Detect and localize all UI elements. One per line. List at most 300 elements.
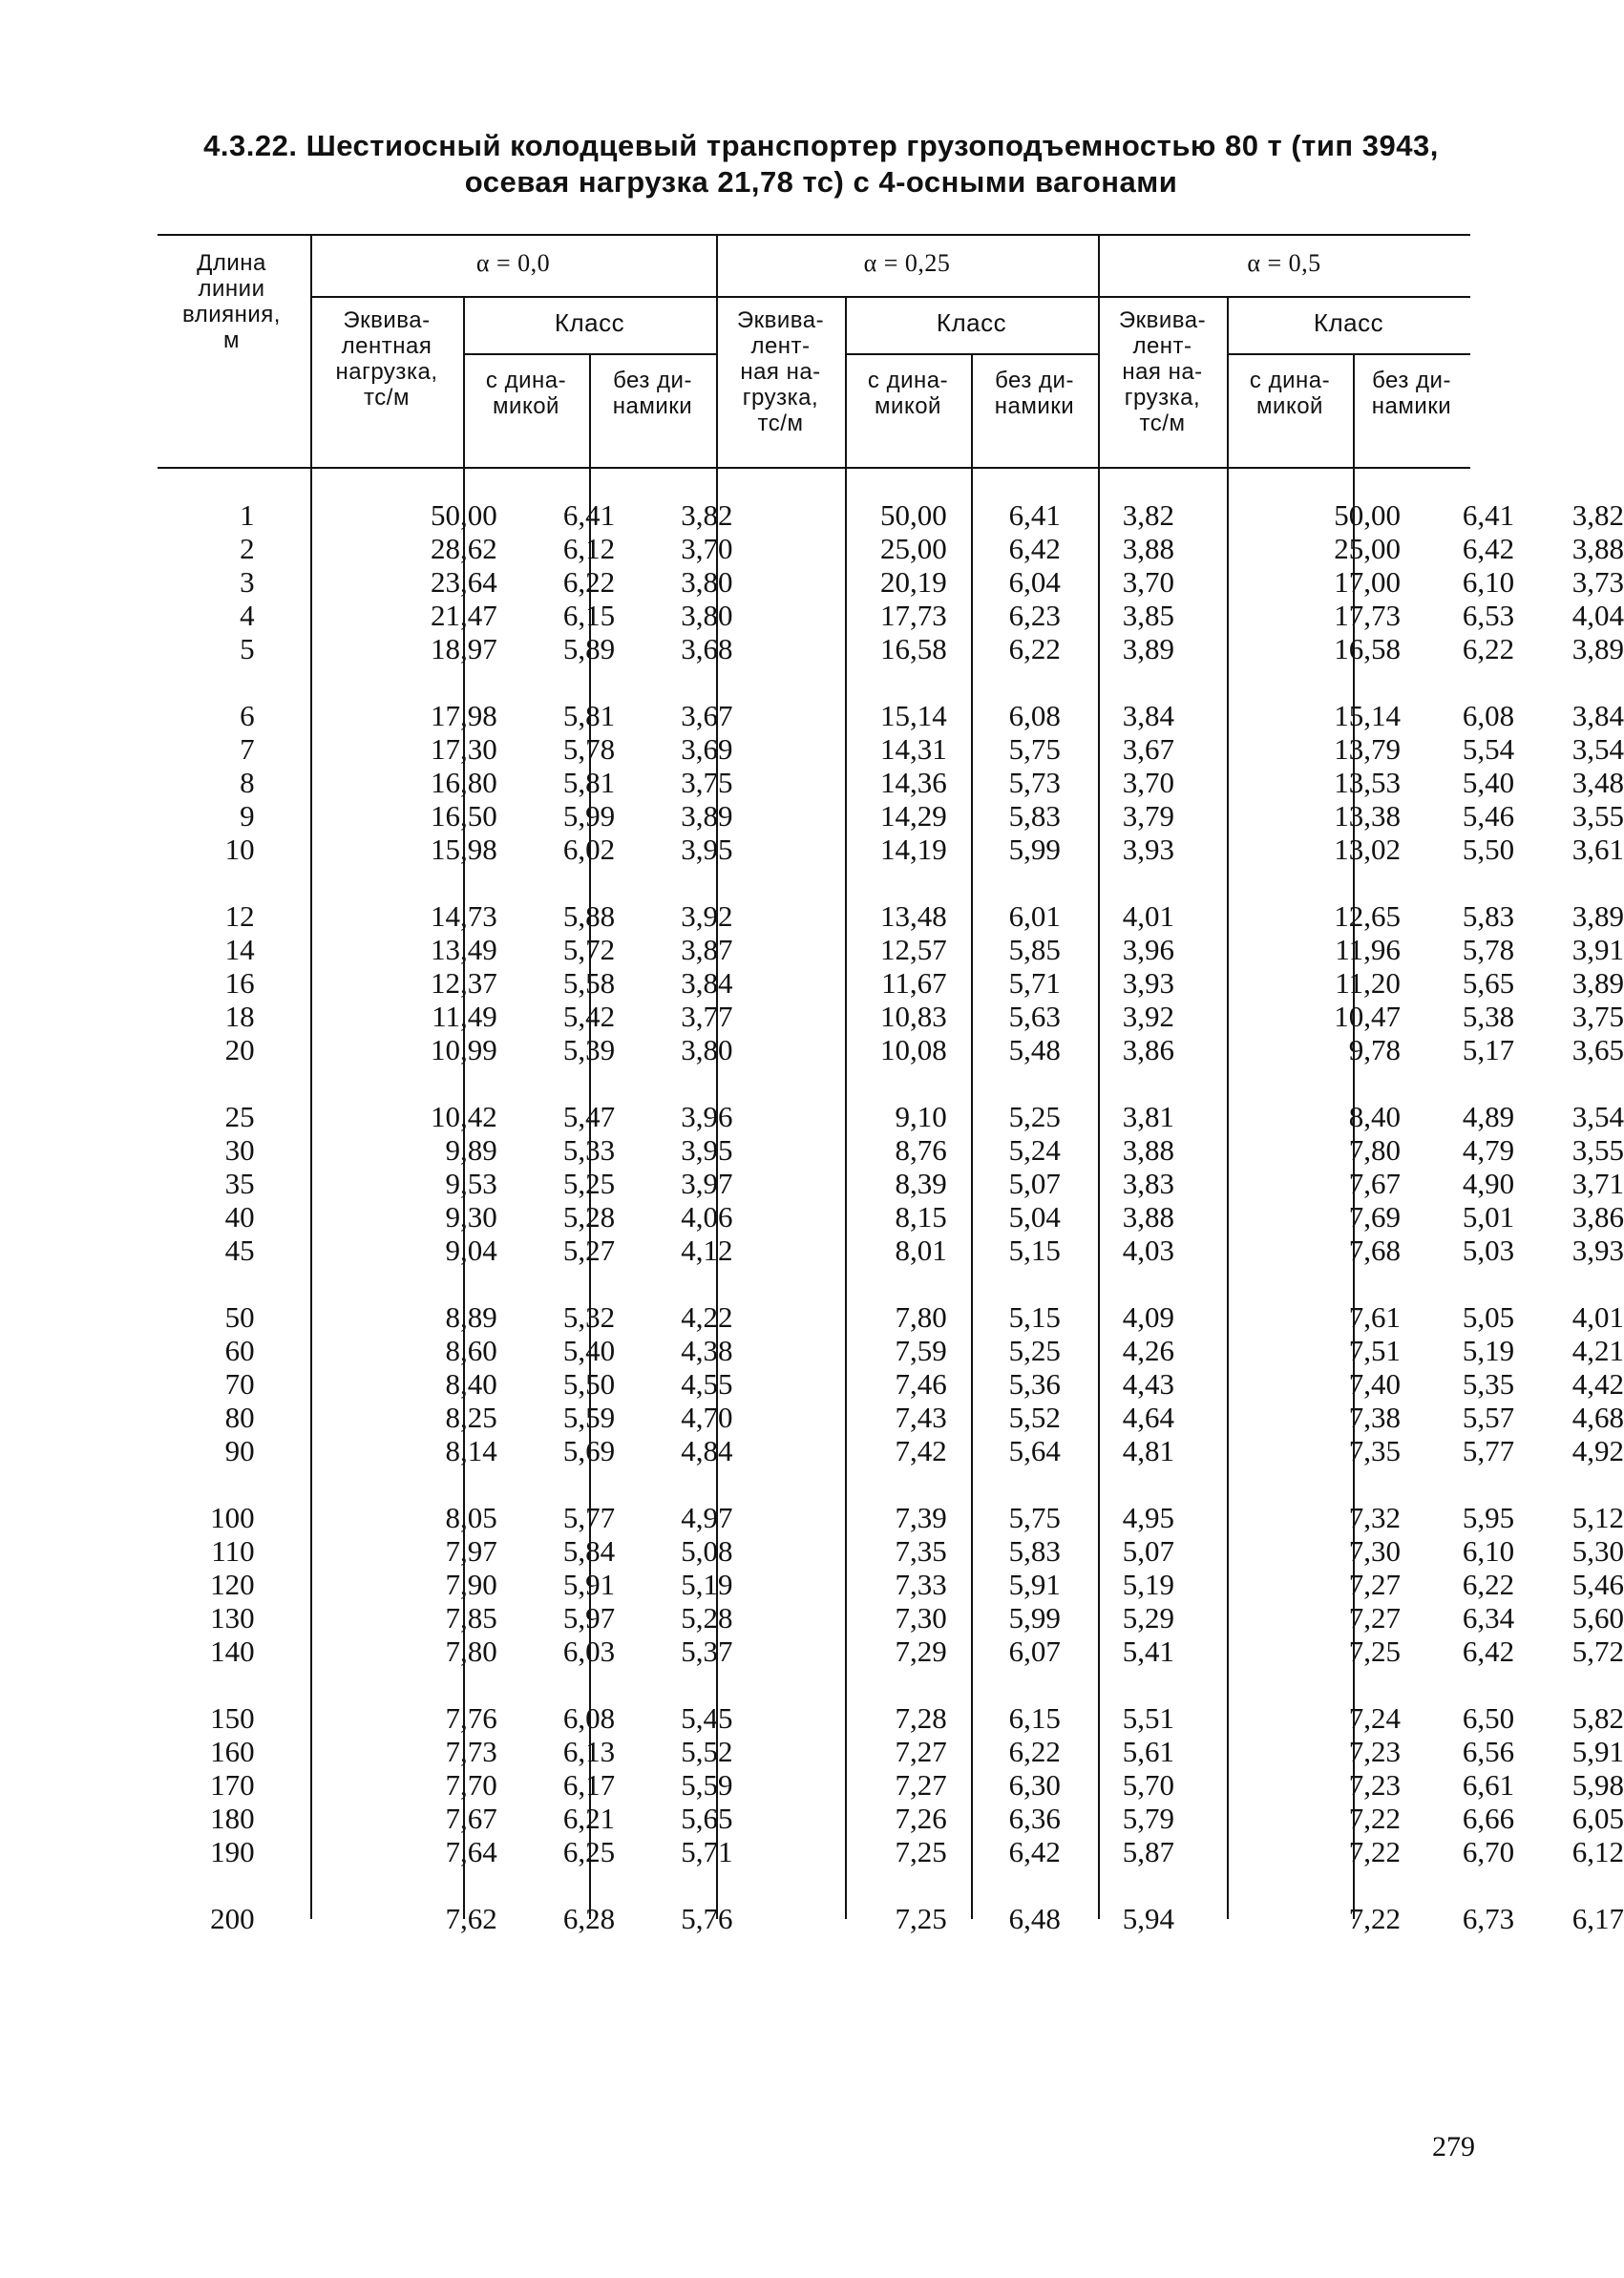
- value-cell: 12,57: [879, 933, 947, 966]
- length-cell: 25: [224, 1100, 255, 1133]
- value-cell: 8,01: [895, 1234, 947, 1267]
- value-cell: 15,14: [879, 699, 947, 732]
- value-cell: 9,53: [445, 1167, 497, 1200]
- value-cell: 5,72: [562, 933, 616, 966]
- value-cell: 7,64: [445, 1835, 497, 1868]
- value-cell: 4,38: [681, 1334, 733, 1367]
- group-spacer: [162, 1467, 1624, 1501]
- value-cell: 3,96: [681, 1100, 733, 1133]
- header-bottom-rule: [158, 467, 1470, 469]
- value-cell: 5,99: [1008, 1601, 1061, 1635]
- length-cell: 20: [224, 1033, 255, 1066]
- value-cell: 5,77: [1462, 1434, 1515, 1467]
- value-cell: 13,53: [1334, 766, 1401, 799]
- table-title: [153, 128, 1489, 200]
- value-cell: 5,60: [1571, 1601, 1624, 1635]
- value-cell: 13,48: [879, 899, 947, 933]
- value-cell: 3,75: [681, 766, 733, 799]
- value-cell: 3,84: [1571, 699, 1624, 732]
- table-row: [162, 1367, 1624, 1401]
- value-cell: 5,81: [562, 699, 616, 732]
- header-equiv-3: Эквива- лент- ная на- грузка, тс/м: [1118, 307, 1207, 436]
- table-row: [162, 1501, 1624, 1534]
- length-cell: 14: [224, 933, 255, 966]
- length-cell: 4: [240, 599, 255, 632]
- length-cell: 8: [240, 766, 255, 799]
- length-cell: 130: [210, 1601, 255, 1635]
- value-cell: 7,80: [445, 1635, 497, 1668]
- value-cell: 4,95: [1122, 1501, 1174, 1534]
- length-cell: 90: [224, 1434, 255, 1467]
- value-cell: 6,61: [1462, 1768, 1515, 1802]
- value-cell: 4,21: [1571, 1334, 1624, 1367]
- value-cell: 7,76: [445, 1701, 497, 1735]
- value-cell: 6,23: [1008, 599, 1061, 632]
- value-cell: 7,27: [895, 1768, 947, 1802]
- value-cell: 25,00: [879, 532, 947, 565]
- value-cell: 4,43: [1122, 1367, 1174, 1401]
- header-class-1: Класс: [554, 308, 625, 337]
- value-cell: 7,69: [1348, 1200, 1401, 1234]
- value-cell: 3,80: [681, 565, 733, 599]
- value-cell: 5,12: [1571, 1501, 1624, 1534]
- header-class-3: Класс: [1313, 308, 1384, 337]
- length-cell: 170: [210, 1768, 255, 1802]
- table-row: [162, 1234, 1624, 1267]
- value-cell: 13,49: [430, 933, 497, 966]
- length-cell: 120: [210, 1568, 255, 1601]
- value-cell: 6,41: [562, 498, 616, 532]
- table-row: [162, 1568, 1624, 1601]
- value-cell: 3,54: [1571, 1100, 1624, 1133]
- table-row: [162, 632, 1624, 665]
- table-row: [162, 699, 1624, 732]
- value-cell: 5,42: [562, 1000, 616, 1033]
- value-cell: 28,62: [430, 532, 497, 565]
- value-cell: 5,17: [1462, 1033, 1515, 1066]
- value-cell: 7,22: [1348, 1802, 1401, 1835]
- value-cell: 7,43: [895, 1401, 947, 1434]
- value-cell: 3,77: [681, 1000, 733, 1033]
- value-cell: 4,09: [1122, 1300, 1174, 1334]
- value-cell: 7,39: [895, 1501, 947, 1534]
- group-spacer: [162, 665, 1624, 699]
- group-spacer: [162, 1868, 1624, 1902]
- value-cell: 5,75: [1008, 1501, 1061, 1534]
- table-row: [162, 1534, 1624, 1568]
- spacer-cell: [162, 866, 1624, 899]
- value-cell: 9,89: [445, 1133, 497, 1167]
- value-cell: 5,71: [1008, 966, 1061, 1000]
- value-cell: 7,23: [1348, 1735, 1401, 1768]
- value-cell: 3,91: [1571, 933, 1624, 966]
- value-cell: 4,90: [1462, 1167, 1515, 1200]
- value-cell: 6,48: [1008, 1902, 1061, 1935]
- value-cell: 6,25: [562, 1835, 616, 1868]
- value-cell: 7,51: [1348, 1334, 1401, 1367]
- value-cell: 20,19: [879, 565, 947, 599]
- table-row: [162, 1100, 1624, 1133]
- value-cell: 5,65: [1462, 966, 1515, 1000]
- value-cell: 5,46: [1571, 1568, 1624, 1601]
- value-cell: 7,30: [895, 1601, 947, 1635]
- value-cell: 6,08: [1462, 699, 1515, 732]
- value-cell: 5,59: [562, 1401, 616, 1434]
- value-cell: 4,89: [1462, 1100, 1515, 1133]
- value-cell: 6,01: [1008, 899, 1061, 933]
- length-cell: 80: [224, 1401, 255, 1434]
- value-cell: 5,07: [1008, 1167, 1061, 1200]
- table-row: [162, 1167, 1624, 1200]
- value-cell: 6,30: [1008, 1768, 1061, 1802]
- value-cell: 3,82: [681, 498, 733, 532]
- value-cell: 11,96: [1335, 933, 1401, 966]
- value-cell: 5,97: [562, 1601, 616, 1635]
- value-cell: 3,48: [1571, 766, 1624, 799]
- value-cell: 5,28: [681, 1601, 733, 1635]
- value-cell: 13,38: [1334, 799, 1401, 833]
- value-cell: 4,79: [1462, 1133, 1515, 1167]
- value-cell: 3,68: [681, 632, 733, 665]
- value-cell: 3,84: [1122, 699, 1174, 732]
- spacer-cell: [162, 1066, 1624, 1100]
- value-cell: 8,40: [445, 1367, 497, 1401]
- value-cell: 3,88: [1122, 1133, 1174, 1167]
- table-body: [162, 498, 1624, 1935]
- value-cell: 6,22: [562, 565, 616, 599]
- header-alpha-025: α = 0,25: [863, 249, 951, 277]
- value-cell: 7,67: [445, 1802, 497, 1835]
- length-cell: 140: [210, 1635, 255, 1668]
- length-cell: 50: [224, 1300, 255, 1334]
- value-cell: 4,55: [681, 1367, 733, 1401]
- value-cell: 6,22: [1462, 632, 1515, 665]
- value-cell: 5,40: [562, 1334, 616, 1367]
- value-cell: 16,80: [430, 766, 497, 799]
- value-cell: 5,40: [1462, 766, 1515, 799]
- table-row: [162, 1902, 1624, 1935]
- header-with-dynamics-1: с дина- микой: [485, 368, 567, 419]
- value-cell: 5,76: [681, 1902, 733, 1935]
- value-cell: 5,61: [1122, 1735, 1174, 1768]
- length-cell: 1: [240, 498, 255, 532]
- value-cell: 13,02: [1334, 833, 1401, 866]
- value-cell: 5,24: [1008, 1133, 1061, 1167]
- value-cell: 6,28: [562, 1902, 616, 1935]
- value-cell: 8,76: [895, 1133, 947, 1167]
- value-cell: 5,83: [1008, 1534, 1061, 1568]
- value-cell: 3,85: [1122, 599, 1174, 632]
- value-cell: 5,89: [562, 632, 616, 665]
- value-cell: 6,73: [1462, 1902, 1515, 1935]
- value-cell: 5,65: [681, 1802, 733, 1835]
- header-without-dynamics-1: без ди- намики: [612, 368, 693, 419]
- value-cell: 8,05: [445, 1501, 497, 1534]
- value-cell: 3,83: [1122, 1167, 1174, 1200]
- value-cell: 3,89: [681, 799, 733, 833]
- value-cell: 17,98: [430, 699, 497, 732]
- table-row: [162, 1735, 1624, 1768]
- value-cell: 5,70: [1122, 1768, 1174, 1802]
- value-cell: 7,42: [895, 1434, 947, 1467]
- value-cell: 3,89: [1571, 632, 1624, 665]
- value-cell: 10,08: [879, 1033, 947, 1066]
- value-cell: 7,40: [1348, 1367, 1401, 1401]
- value-cell: 5,04: [1008, 1200, 1061, 1234]
- value-cell: 5,54: [1462, 732, 1515, 766]
- value-cell: 5,57: [1462, 1401, 1515, 1434]
- value-cell: 6,42: [1462, 1635, 1515, 1668]
- value-cell: 3,54: [1571, 732, 1624, 766]
- table-row: [162, 732, 1624, 766]
- value-cell: 6,07: [1008, 1635, 1061, 1668]
- value-cell: 5,45: [681, 1701, 733, 1735]
- value-cell: 7,27: [895, 1735, 947, 1768]
- value-cell: 5,03: [1462, 1234, 1515, 1267]
- value-cell: 3,67: [1122, 732, 1174, 766]
- value-cell: 6,42: [1008, 532, 1061, 565]
- value-cell: 7,23: [1348, 1768, 1401, 1802]
- length-cell: 110: [211, 1534, 255, 1568]
- value-cell: 8,15: [895, 1200, 947, 1234]
- class-rule-3: [1227, 353, 1470, 355]
- length-cell: 12: [224, 899, 255, 933]
- value-cell: 6,02: [562, 833, 616, 866]
- length-cell: 160: [210, 1735, 255, 1768]
- value-cell: 13,79: [1334, 732, 1401, 766]
- value-cell: 3,92: [1122, 1000, 1174, 1033]
- value-cell: 3,92: [681, 899, 733, 933]
- length-cell: 190: [210, 1835, 255, 1868]
- value-cell: 7,35: [895, 1534, 947, 1568]
- value-cell: 3,88: [1122, 532, 1174, 565]
- value-cell: 5,30: [1571, 1534, 1624, 1568]
- value-cell: 5,47: [562, 1100, 616, 1133]
- title-line-1: 4.3.22. Шестиосный колодцевый транспортер грузоподъемностью 80 т (тип 3943,: [203, 129, 1439, 162]
- value-cell: 6,53: [1462, 599, 1515, 632]
- value-cell: 3,81: [1122, 1100, 1174, 1133]
- value-cell: 6,41: [1462, 498, 1515, 532]
- table-row: [162, 1200, 1624, 1234]
- header-equiv-2: Эквива- лент- ная на- грузка, тс/м: [736, 307, 825, 436]
- value-cell: 5,32: [562, 1300, 616, 1334]
- value-cell: 6,10: [1462, 565, 1515, 599]
- value-cell: 5,98: [1571, 1768, 1624, 1802]
- value-cell: 10,83: [879, 1000, 947, 1033]
- value-cell: 5,99: [562, 799, 616, 833]
- value-cell: 6,56: [1462, 1735, 1515, 1768]
- value-cell: 5,50: [562, 1367, 616, 1401]
- value-cell: 3,80: [681, 599, 733, 632]
- value-cell: 11,20: [1335, 966, 1401, 1000]
- table-row: [162, 498, 1624, 532]
- table-row: [162, 1133, 1624, 1167]
- value-cell: 17,73: [879, 599, 947, 632]
- value-cell: 6,41: [1008, 498, 1061, 532]
- value-cell: 3,95: [681, 1133, 733, 1167]
- value-cell: 4,03: [1122, 1234, 1174, 1267]
- value-cell: 3,70: [1122, 766, 1174, 799]
- table-row: [162, 1601, 1624, 1635]
- value-cell: 4,97: [681, 1501, 733, 1534]
- length-cell: 30: [224, 1133, 255, 1167]
- value-cell: 4,81: [1122, 1434, 1174, 1467]
- value-cell: 15,98: [430, 833, 497, 866]
- value-cell: 7,30: [1348, 1534, 1401, 1568]
- table-row: [162, 1768, 1624, 1802]
- value-cell: 50,00: [879, 498, 947, 532]
- value-cell: 7,85: [445, 1601, 497, 1635]
- value-cell: 3,93: [1571, 1234, 1624, 1267]
- value-cell: 50,00: [1334, 498, 1401, 532]
- length-cell: 7: [240, 732, 255, 766]
- value-cell: 5,15: [1008, 1300, 1061, 1334]
- value-cell: 23,64: [430, 565, 497, 599]
- value-cell: 4,06: [681, 1200, 733, 1234]
- value-cell: 6,70: [1462, 1835, 1515, 1868]
- value-cell: 6,42: [1008, 1835, 1061, 1868]
- value-cell: 5,85: [1008, 933, 1061, 966]
- value-cell: 3,86: [1122, 1033, 1174, 1066]
- value-cell: 3,96: [1122, 933, 1174, 966]
- value-cell: 14,73: [430, 899, 497, 933]
- table-row: [162, 1635, 1624, 1668]
- page-number: 279: [1432, 2131, 1475, 2162]
- value-cell: 7,33: [895, 1568, 947, 1601]
- value-cell: 3,95: [681, 833, 733, 866]
- value-cell: 5,39: [562, 1033, 616, 1066]
- value-cell: 5,64: [1008, 1434, 1061, 1467]
- table-row: [162, 833, 1624, 866]
- value-cell: 5,25: [1008, 1100, 1061, 1133]
- value-cell: 5,83: [1462, 899, 1515, 933]
- value-cell: 5,72: [1571, 1635, 1624, 1668]
- value-cell: 4,26: [1122, 1334, 1174, 1367]
- value-cell: 5,63: [1008, 1000, 1061, 1033]
- value-cell: 7,28: [895, 1701, 947, 1735]
- length-cell: 5: [240, 632, 255, 665]
- length-cell: 100: [210, 1501, 255, 1534]
- value-cell: 6,50: [1462, 1701, 1515, 1735]
- value-cell: 16,50: [430, 799, 497, 833]
- value-cell: 7,62: [445, 1902, 497, 1935]
- value-cell: 5,25: [1008, 1334, 1061, 1367]
- length-cell: 16: [224, 966, 255, 1000]
- value-cell: 5,19: [1122, 1568, 1174, 1601]
- value-cell: 9,78: [1348, 1033, 1401, 1066]
- table-row: [162, 933, 1624, 966]
- table-row: [162, 1802, 1624, 1835]
- value-cell: 4,68: [1571, 1401, 1624, 1434]
- value-cell: 6,66: [1462, 1802, 1515, 1835]
- spacer-cell: [162, 1267, 1624, 1300]
- length-cell: 10: [224, 833, 255, 866]
- value-cell: 5,91: [1571, 1735, 1624, 1768]
- value-cell: 7,25: [1348, 1635, 1401, 1668]
- value-cell: 4,92: [1571, 1434, 1624, 1467]
- value-cell: 3,82: [1122, 498, 1174, 532]
- value-cell: 5,48: [1008, 1033, 1061, 1066]
- value-cell: 11,49: [432, 1000, 497, 1033]
- value-cell: 3,97: [681, 1167, 733, 1200]
- spacer-cell: [162, 1467, 1624, 1501]
- value-cell: 14,31: [879, 732, 947, 766]
- length-cell: 150: [210, 1701, 255, 1735]
- header-equiv-1: Эквива- лентная нагрузка, тс/м: [335, 307, 438, 411]
- value-cell: 5,82: [1571, 1701, 1624, 1735]
- table-top-rule: [158, 234, 1470, 236]
- table-row: [162, 532, 1624, 565]
- value-cell: 5,52: [1008, 1401, 1061, 1434]
- value-cell: 12,37: [430, 966, 497, 1000]
- length-cell: 200: [210, 1902, 255, 1935]
- value-cell: 8,40: [1348, 1100, 1401, 1133]
- value-cell: 5,50: [1462, 833, 1515, 866]
- value-cell: 5,19: [681, 1568, 733, 1601]
- value-cell: 5,88: [562, 899, 616, 933]
- value-cell: 3,89: [1571, 899, 1624, 933]
- value-cell: 3,79: [1122, 799, 1174, 833]
- value-cell: 5,94: [1122, 1902, 1174, 1935]
- value-cell: 5,51: [1122, 1701, 1174, 1735]
- value-cell: 5,15: [1008, 1234, 1061, 1267]
- table-row: [162, 1401, 1624, 1434]
- group-spacer: [162, 866, 1624, 899]
- value-cell: 7,67: [1348, 1167, 1401, 1200]
- table-row: [162, 1033, 1624, 1066]
- value-cell: 5,33: [562, 1133, 616, 1167]
- value-cell: 5,25: [562, 1167, 616, 1200]
- value-cell: 5,69: [562, 1434, 616, 1467]
- value-cell: 3,86: [1571, 1200, 1624, 1234]
- length-cell: 40: [224, 1200, 255, 1234]
- table-row: [162, 1434, 1624, 1467]
- header-alpha-05: α = 0,5: [1247, 249, 1321, 277]
- value-cell: 7,32: [1348, 1501, 1401, 1534]
- value-cell: 9,10: [895, 1100, 947, 1133]
- value-cell: 3,89: [1571, 966, 1624, 1000]
- spacer-cell: [162, 1868, 1624, 1902]
- value-cell: 6,13: [562, 1735, 616, 1768]
- value-cell: 6,17: [562, 1768, 616, 1802]
- value-cell: 7,59: [895, 1334, 947, 1367]
- value-cell: 3,67: [681, 699, 733, 732]
- value-cell: 15,14: [1334, 699, 1401, 732]
- value-cell: 8,60: [445, 1334, 497, 1367]
- value-cell: 7,27: [1348, 1601, 1401, 1635]
- value-cell: 5,91: [562, 1568, 616, 1601]
- value-cell: 5,19: [1462, 1334, 1515, 1367]
- value-cell: 3,70: [1122, 565, 1174, 599]
- value-cell: 4,64: [1122, 1401, 1174, 1434]
- value-cell: 3,55: [1571, 799, 1624, 833]
- value-cell: 7,61: [1348, 1300, 1401, 1334]
- table-row: [162, 565, 1624, 599]
- table-row: [162, 1835, 1624, 1868]
- value-cell: 3,80: [681, 1033, 733, 1066]
- value-cell: 3,87: [681, 933, 733, 966]
- length-cell: 2: [240, 532, 255, 565]
- value-cell: 3,65: [1571, 1033, 1624, 1066]
- value-cell: 7,68: [1348, 1234, 1401, 1267]
- value-cell: 3,93: [1122, 833, 1174, 866]
- table-row: [162, 799, 1624, 833]
- value-cell: 9,04: [445, 1234, 497, 1267]
- value-cell: 3,73: [1571, 565, 1624, 599]
- value-cell: 5,58: [562, 966, 616, 1000]
- table-row: [162, 899, 1624, 933]
- value-cell: 5,37: [681, 1635, 733, 1668]
